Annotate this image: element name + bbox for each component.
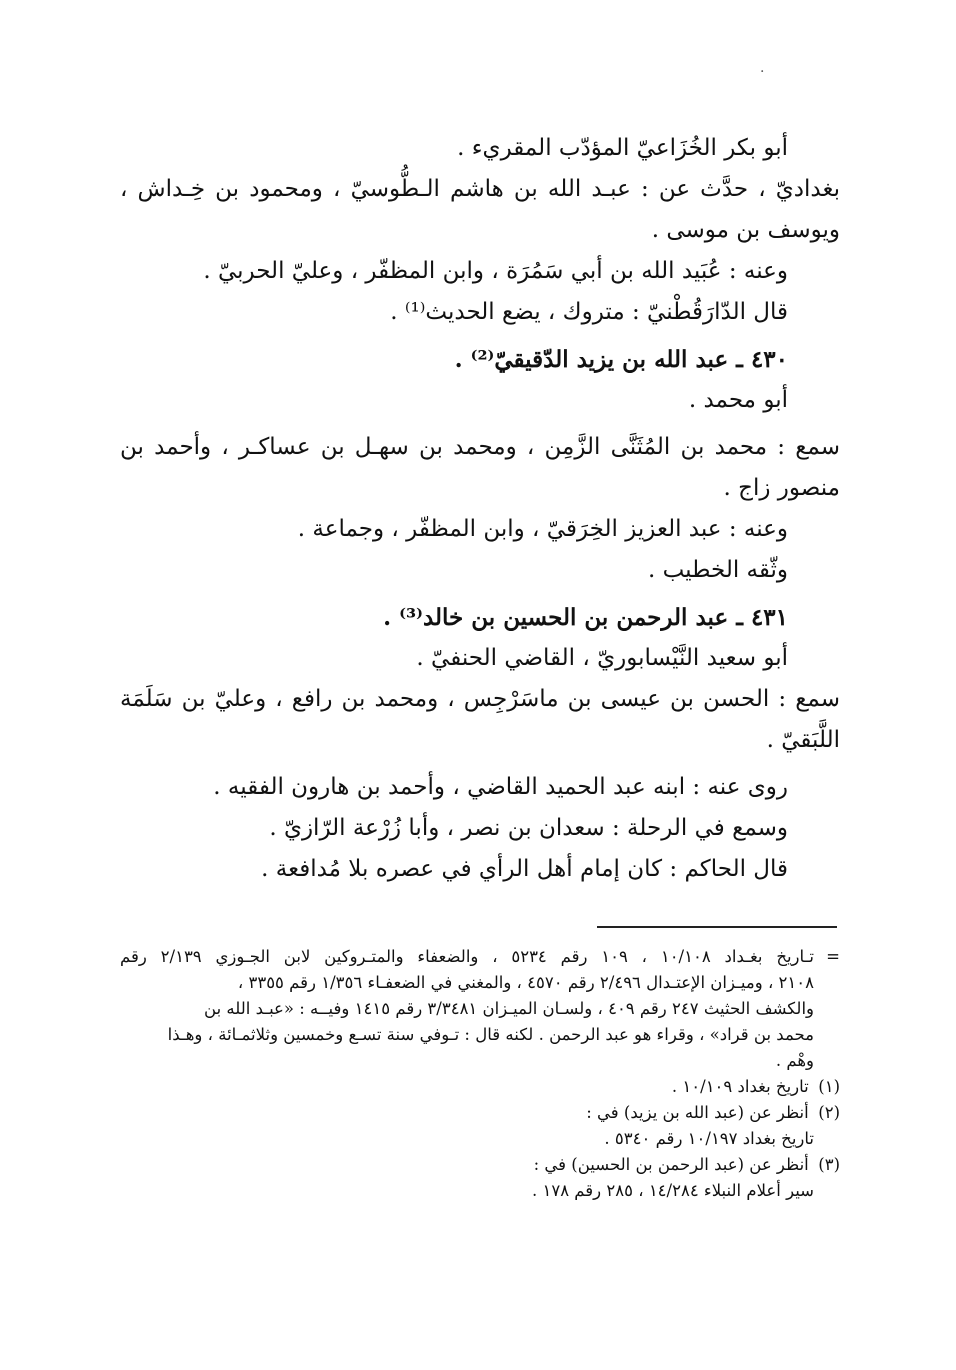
footnote-continuation-line: [120, 944, 840, 970]
text-line: ويوسف بن موسى .: [651, 217, 840, 243]
text-line: أبو محمد .: [688, 387, 788, 413]
text-line: وثّقه الخطيب .: [647, 557, 788, 583]
footnote-number: (١): [818, 1077, 840, 1096]
text-line: قال الحاكم : كان إمام أهل الرأي في عصره بلا مُدافعة .: [261, 856, 788, 882]
footnote-continuation-line: والكشف الحثيث ٢٤٧ رقم ٤٠٩ ، ولسـان الميـزان ٣/٣٤٨١ رقم ١٤١٥ وفيــه : «عبـد الله بن: [204, 999, 814, 1018]
entry-heading-430: ٤٣٠ ـ عبد الله بن يزيد الدّقيقيّ⁽²⁾ .: [454, 346, 788, 373]
text-line: وسمع في الرحلة : سعدان بن نصر ، وأبا زُرْعة الرّازيّ .: [269, 815, 788, 841]
footnotes: [120, 944, 840, 1204]
footnote-divider: [597, 926, 837, 928]
text-line: وعنه : عبد العزيز الخِرَقيّ ، وابن المظفّر ، وجماعة .: [297, 516, 788, 542]
footnote-text: أنظر عن (عبد الله بن يزيد) في :: [586, 1103, 809, 1122]
footnote-continuation-line: ٢١٠٨ ، وميـزان الإعتـدال ٢/٤٩٦ رقم ٤٥٧٠ ، والمغني في الضعفـاء ١/٣٥٦ رقم ٣٣٥٥ ،: [237, 973, 814, 992]
footnote-continuation-line: وهْم .: [775, 1051, 814, 1070]
footnote-number: (٣): [818, 1155, 840, 1174]
text-line: سمع : الحسن بن عيسى بن ماسَرْجِس ، ومحمد بن رافع ، وعليّ بن سَلَمَة: [120, 686, 840, 712]
text-line: أبو سعيد النَّيْسابوريّ ، القاضي الحنفيّ .: [416, 645, 788, 671]
footnote-continuation-line: محمد بن قراد» ، وقراء هو عبد الرحمن . لكنه قال : تـوفي سنة تسـع وخمسين وثلاثمـائة ، وهـذا: [167, 1025, 814, 1044]
text-line: روى عنه : ابنه عبد الحميد القاضي ، وأحمد بن هارون الفقيه .: [213, 774, 788, 800]
footnote-number: (٢): [818, 1103, 840, 1122]
footnote-2: [120, 1100, 840, 1126]
text-line: وعنه : عُبَيد الله بن أبي سَمُرَة ، وابن المظفّر ، وعليّ الحربيّ .: [203, 258, 788, 284]
footnote-text: أنظر عن (عبد الرحمن بن الحسين) في :: [533, 1155, 809, 1174]
footnote-text: تاريخ بغداد ١٠/١٠٩ .: [671, 1077, 809, 1096]
footnote-2-line-2: تاريخ بغداد ١٠/١٩٧ رقم ٥٣٤٠ .: [604, 1129, 814, 1148]
text-line: أبو بكر الخُزَاعيّ المؤدّب المقريء .: [457, 135, 788, 161]
text-line: اللَّبَقيّ .: [766, 727, 840, 753]
page-mark: ·: [760, 64, 765, 80]
text-line: بغداديّ ، حدَّث عن : عبـد الله بن هاشم الـطُّوسيّ ، ومحمود بن خِـداش ،: [120, 176, 840, 202]
footnote-text: تـاريخ بغـداد ١٠/١٠٨ ، ١٠٩ رقم ٥٢٣٤ ، والضعفاء والمتـروكين لابن الجـوزي ٢/١٣٩ رقم: [120, 947, 814, 966]
text-line: قال الدّارَقُطْنيّ : متروك ، يضع الحديث⁽¹⁾ .: [390, 299, 788, 325]
continuation-mark: =: [826, 947, 840, 966]
main-text: [120, 128, 840, 890]
text-line: منصور زاج .: [723, 475, 840, 501]
entry-heading-431: ٤٣١ ـ عبد الرحمن بن الحسين بن خالد⁽³⁾ .: [383, 604, 788, 631]
footnote-1: [120, 1074, 840, 1100]
text-line: سمع : محمد بن المُثَنَّى الزَّمِن ، ومحمد بن سهـل بن عساكـر ، وأحمد بن: [120, 434, 840, 460]
footnote-3: [120, 1152, 840, 1178]
footnote-3-line-2: سير أعلام النبلاء ١٤/٢٨٤ ، ٢٨٥ رقم ١٧٨ .: [531, 1181, 814, 1200]
